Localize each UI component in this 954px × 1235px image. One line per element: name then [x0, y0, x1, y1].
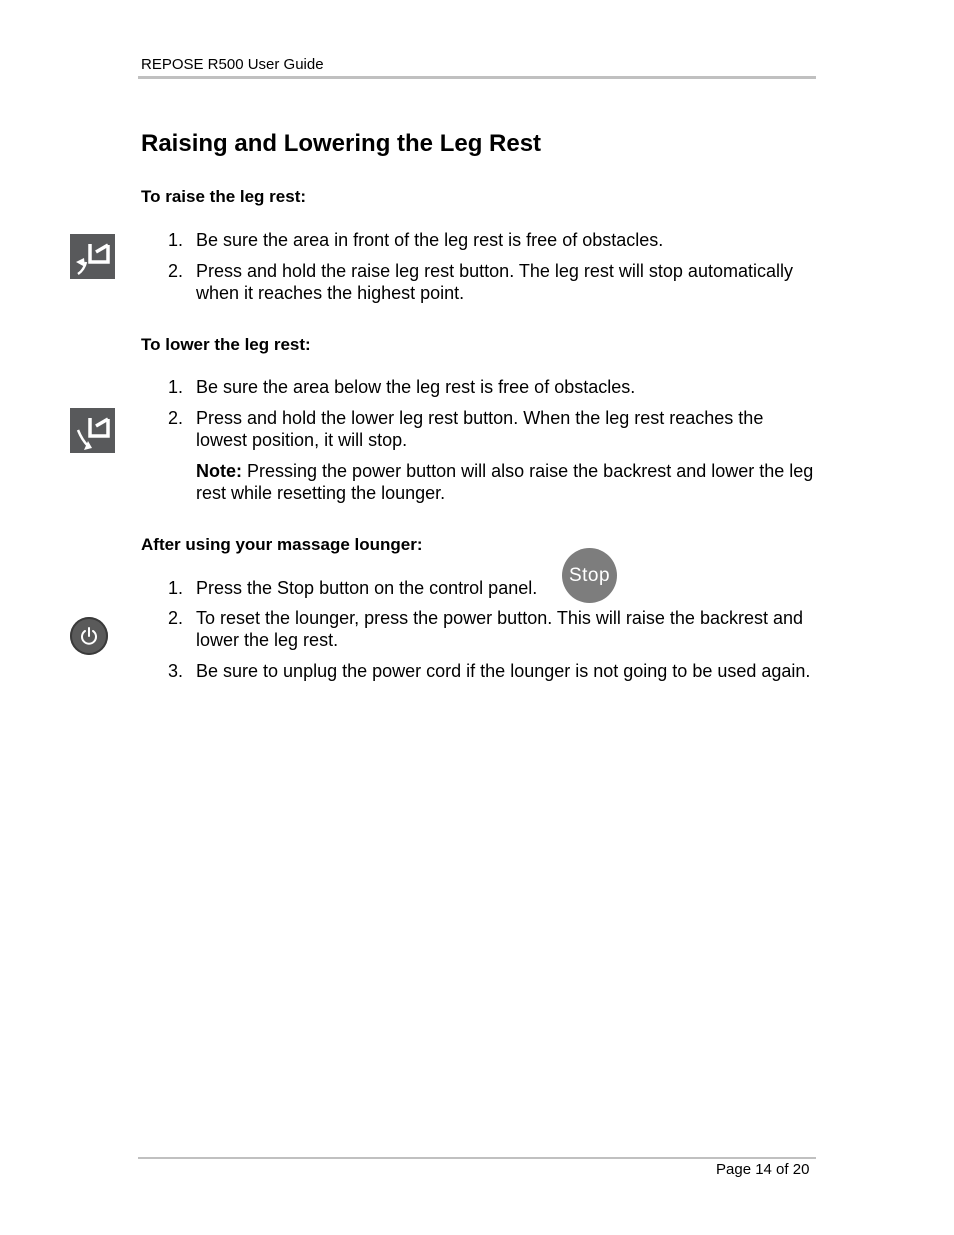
footer-divider [138, 1157, 816, 1159]
after-heading: After using your massage lounger: [141, 535, 423, 554]
document-header: REPOSE R500 User Guide [141, 56, 324, 73]
raise-step-2: 2. Press and hold the raise leg rest button. The leg rest will stop automatically when it reaches the highest point. [168, 261, 793, 303]
raise-heading: To raise the leg rest: [141, 187, 307, 206]
after-step-3: 3. Be sure to unplug the power cord if the lounger is not going to be used again. [168, 661, 811, 681]
lower-step-1: 1. Be sure the area below the leg rest is free of obstacles. [168, 377, 636, 397]
note-text: Pressing the power button will also raise the backrest and lower the leg rest while resetting the lounger. [196, 461, 814, 503]
page-title: Raising and Lowering the Leg Rest [141, 130, 542, 157]
power-icon [70, 617, 108, 655]
note-paragraph [196, 461, 818, 504]
header-divider [138, 76, 816, 79]
lower-leg-rest-icon [70, 408, 115, 453]
stop-button-icon: Stop [562, 548, 617, 603]
raise-step-1: 1. Be sure the area in front of the leg rest is free of obstacles. [168, 230, 664, 250]
raise-leg-rest-icon [70, 234, 115, 279]
lower-step-2: 2. Press and hold the lower leg rest button. When the leg rest reaches the lowest position, it will stop. [168, 408, 764, 450]
after-step-2: 2. To reset the lounger, press the power button. This will raise the backrest and lower the leg rest. [168, 608, 803, 650]
after-step-1: 1. Press the Stop button on the control panel. [168, 578, 538, 598]
lower-heading: To lower the leg rest: [141, 335, 311, 354]
page-number: Page 14 of 20 [716, 1161, 810, 1178]
note-label: Note: [196, 461, 242, 481]
